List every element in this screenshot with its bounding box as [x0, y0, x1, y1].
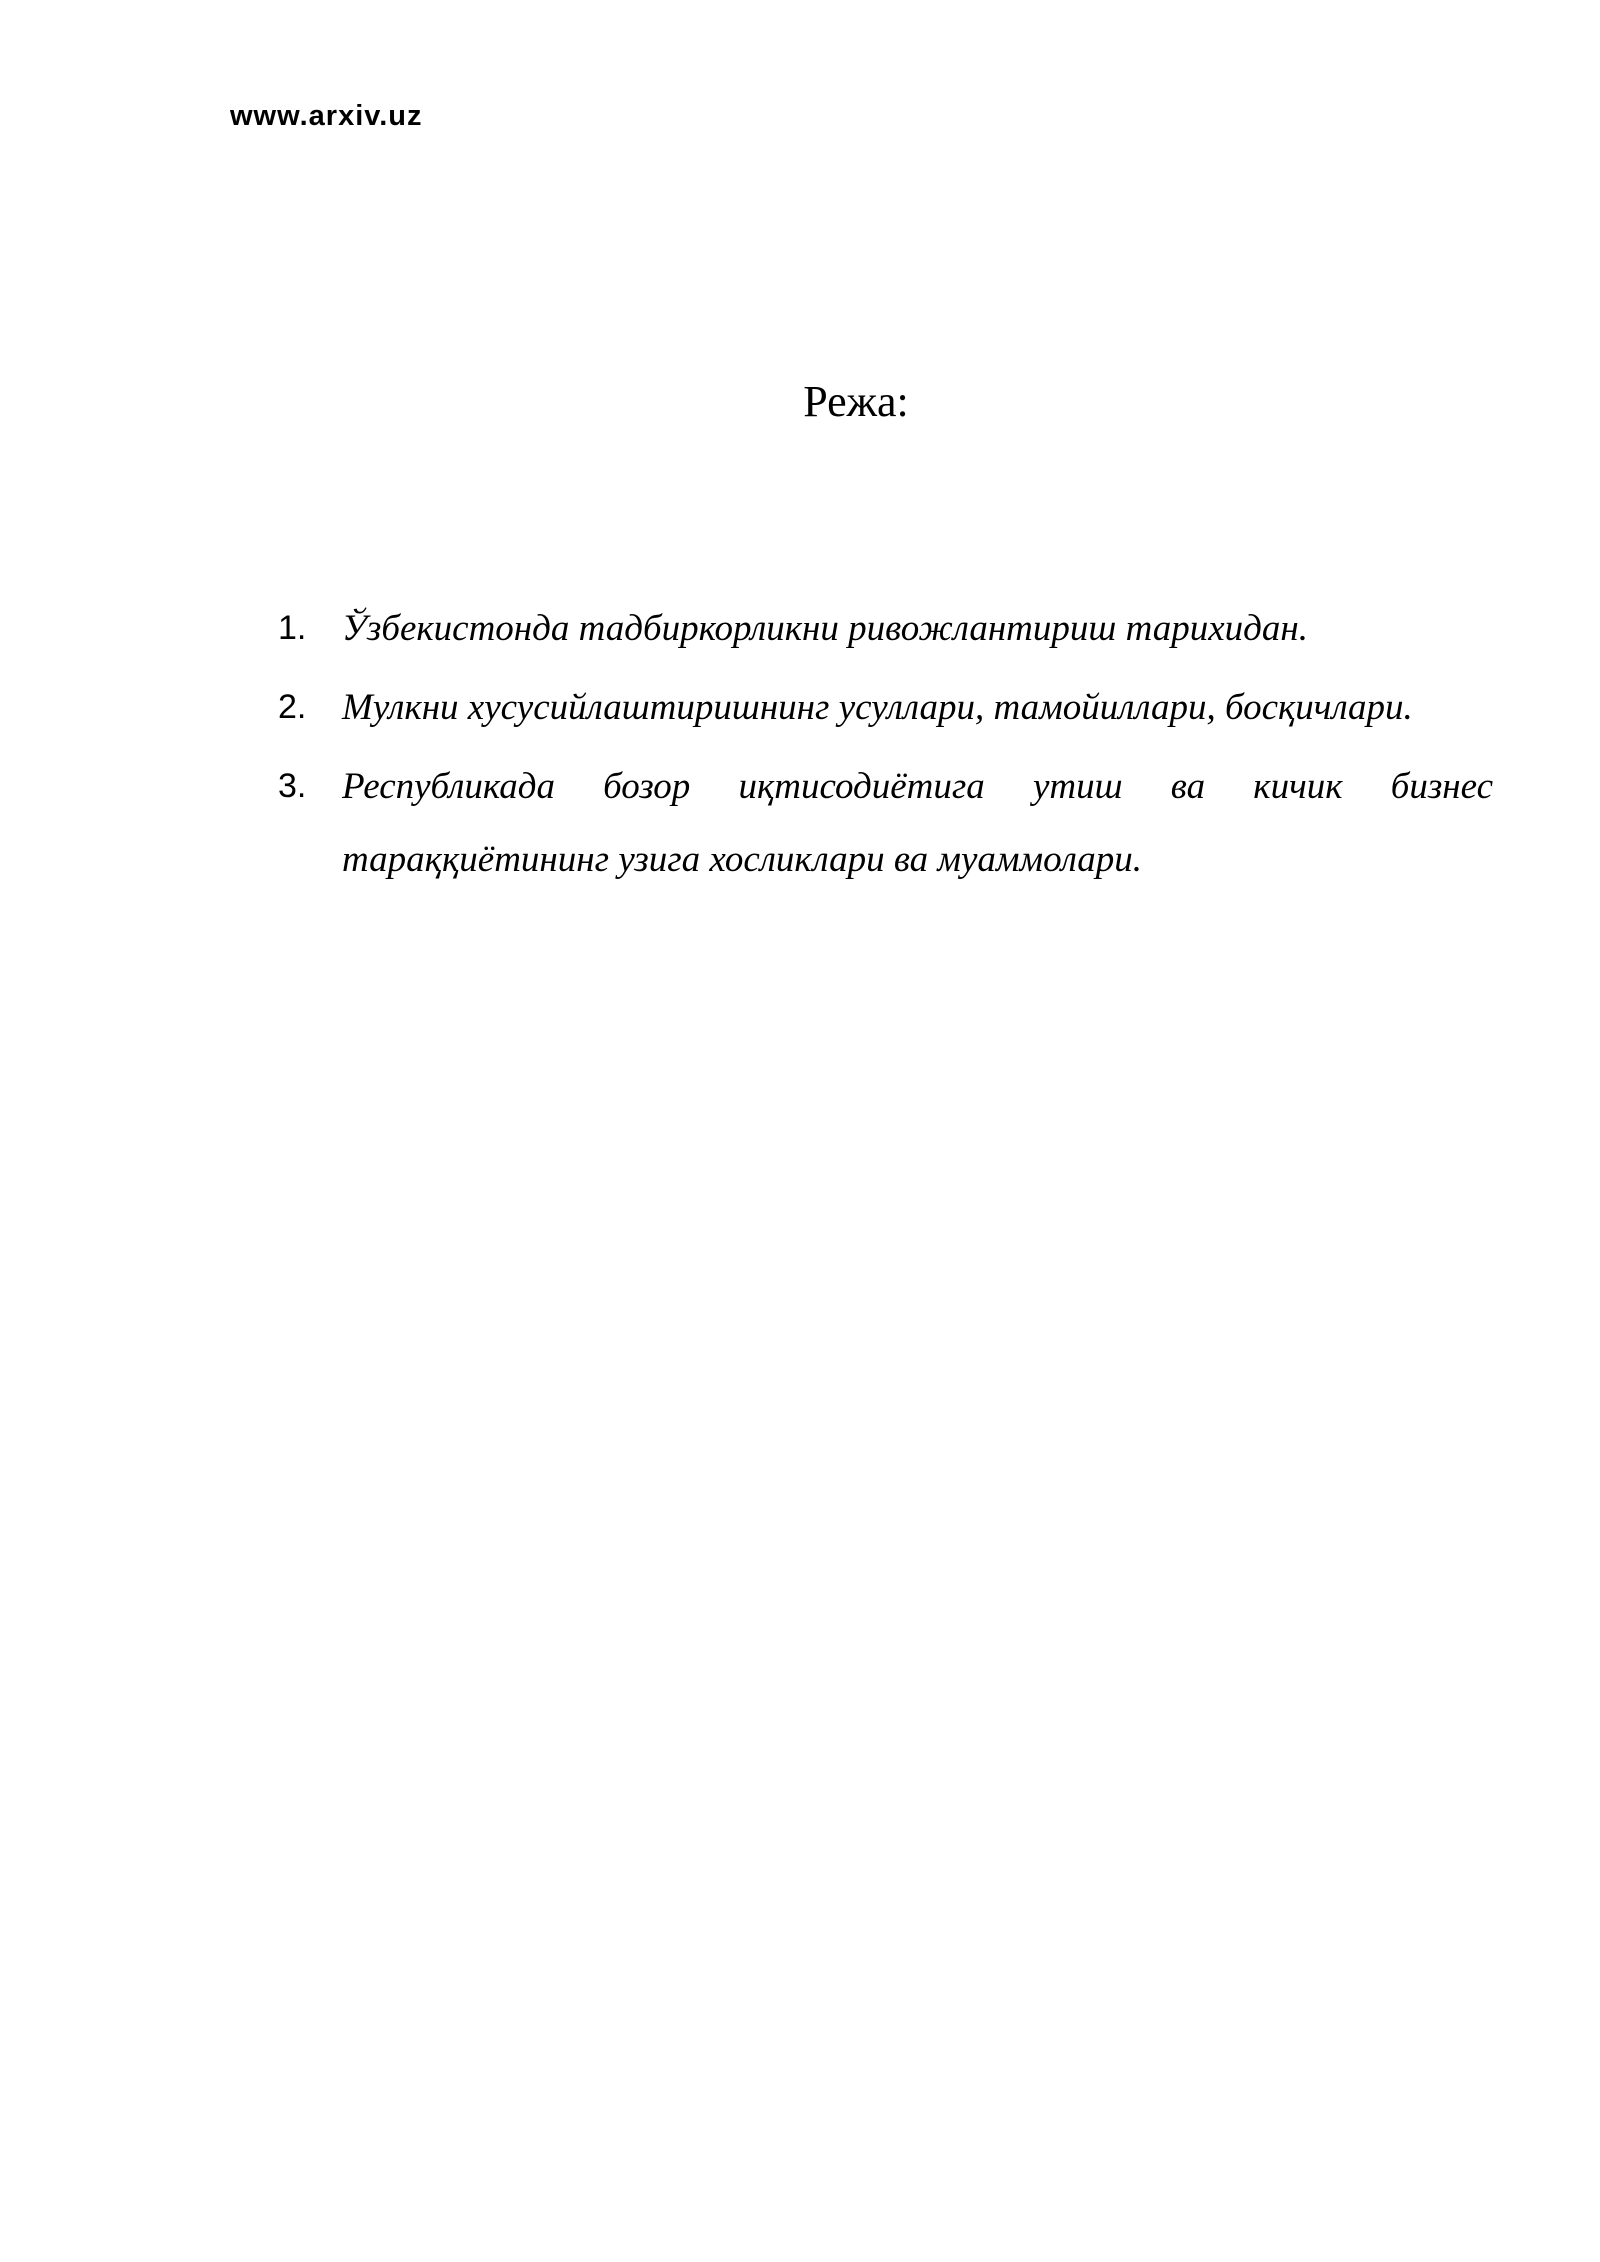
list-item-text: Ўзбекистонда тадбиркорликни ривожлантириш тарихидан.	[342, 608, 1308, 649]
list-item	[270, 671, 1493, 744]
list-item-text: Мулкни хусусийлаштиришнинг усуллари, тамойиллари, босқичлари.	[342, 687, 1413, 728]
site-watermark: www.arxiv.uz	[230, 100, 423, 132]
list-item-number: 3.	[278, 767, 307, 805]
plan-title: Режа:	[803, 377, 909, 426]
list-item-number: 1.	[278, 609, 307, 647]
list-item	[270, 750, 1493, 896]
list-item	[270, 592, 1493, 665]
list-item-text: Республикада бозор иқтисодиётига утиш ва кичик бизнес тараққиётининг узига хосликлари ва муаммолари.	[342, 766, 1493, 880]
list-item-number: 2.	[278, 688, 307, 726]
plan-list	[270, 592, 1493, 902]
